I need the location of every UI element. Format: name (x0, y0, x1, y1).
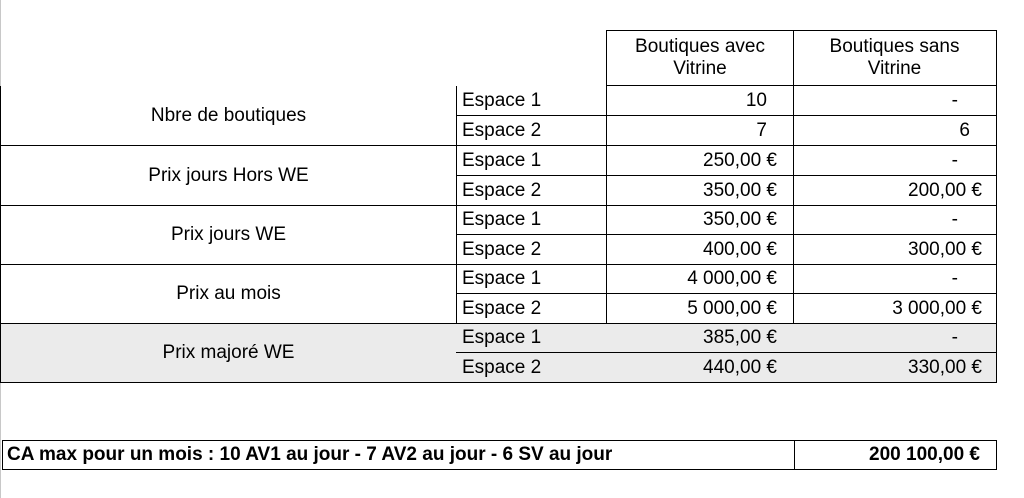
row-label-nbre-boutiques: Nbre de boutiques (0, 86, 457, 146)
row-label-prix-au-mois: Prix au mois (0, 265, 457, 324)
value-sans: 3 000,00 € (793, 294, 997, 324)
value-sans: 6 (793, 116, 997, 146)
row-label-prix-jours-hors-we: Prix jours Hors WE (0, 146, 457, 206)
value-avec: 350,00 € (606, 206, 794, 235)
row-label-prix-jours-we: Prix jours WE (0, 206, 457, 265)
value-avec: 10 (606, 86, 794, 116)
header-avec-line1: Boutiques avec (635, 36, 765, 57)
espace-cell: Espace 2 (456, 353, 607, 383)
value-avec: 4 000,00 € (606, 265, 794, 294)
header-avec-line2: Vitrine (673, 58, 727, 79)
value-avec: 440,00 € (606, 353, 794, 383)
row-label-prix-majore-we: Prix majoré WE (0, 324, 457, 383)
header-sans-line2: Vitrine (867, 58, 922, 79)
value-sans: - (793, 86, 997, 116)
summary-value: 200 100,00 € (794, 440, 997, 470)
value-avec: 250,00 € (606, 146, 794, 176)
value-avec: 385,00 € (606, 324, 794, 353)
espace-cell: Espace 1 (456, 324, 607, 353)
summary-label: CA max pour un mois : 10 AV1 au jour - 7 AV2 au jour - 6 SV au jour (2, 440, 795, 470)
value-avec: 5 000,00 € (606, 294, 794, 324)
espace-cell: Espace 1 (456, 206, 607, 235)
value-sans: - (793, 265, 997, 294)
espace-cell: Espace 1 (456, 146, 607, 176)
value-sans: 300,00 € (793, 235, 997, 265)
value-sans: - (793, 324, 997, 353)
value-sans: - (793, 206, 997, 235)
header-boutiques-sans-vitrine (793, 30, 997, 86)
value-sans: 200,00 € (793, 176, 997, 206)
espace-cell: Espace 1 (456, 265, 607, 294)
espace-cell: Espace 2 (456, 235, 607, 265)
header-boutiques-avec-vitrine (606, 30, 794, 86)
espace-cell: Espace 1 (456, 86, 607, 116)
value-sans: 330,00 € (793, 353, 997, 383)
value-sans: - (793, 146, 997, 176)
value-avec: 350,00 € (606, 176, 794, 206)
header-sans-line1: Boutiques sans (829, 36, 960, 57)
espace-cell: Espace 2 (456, 176, 607, 206)
value-avec: 400,00 € (606, 235, 794, 265)
espace-cell: Espace 2 (456, 294, 607, 324)
espace-cell: Espace 2 (456, 116, 607, 146)
value-avec: 7 (606, 116, 794, 146)
